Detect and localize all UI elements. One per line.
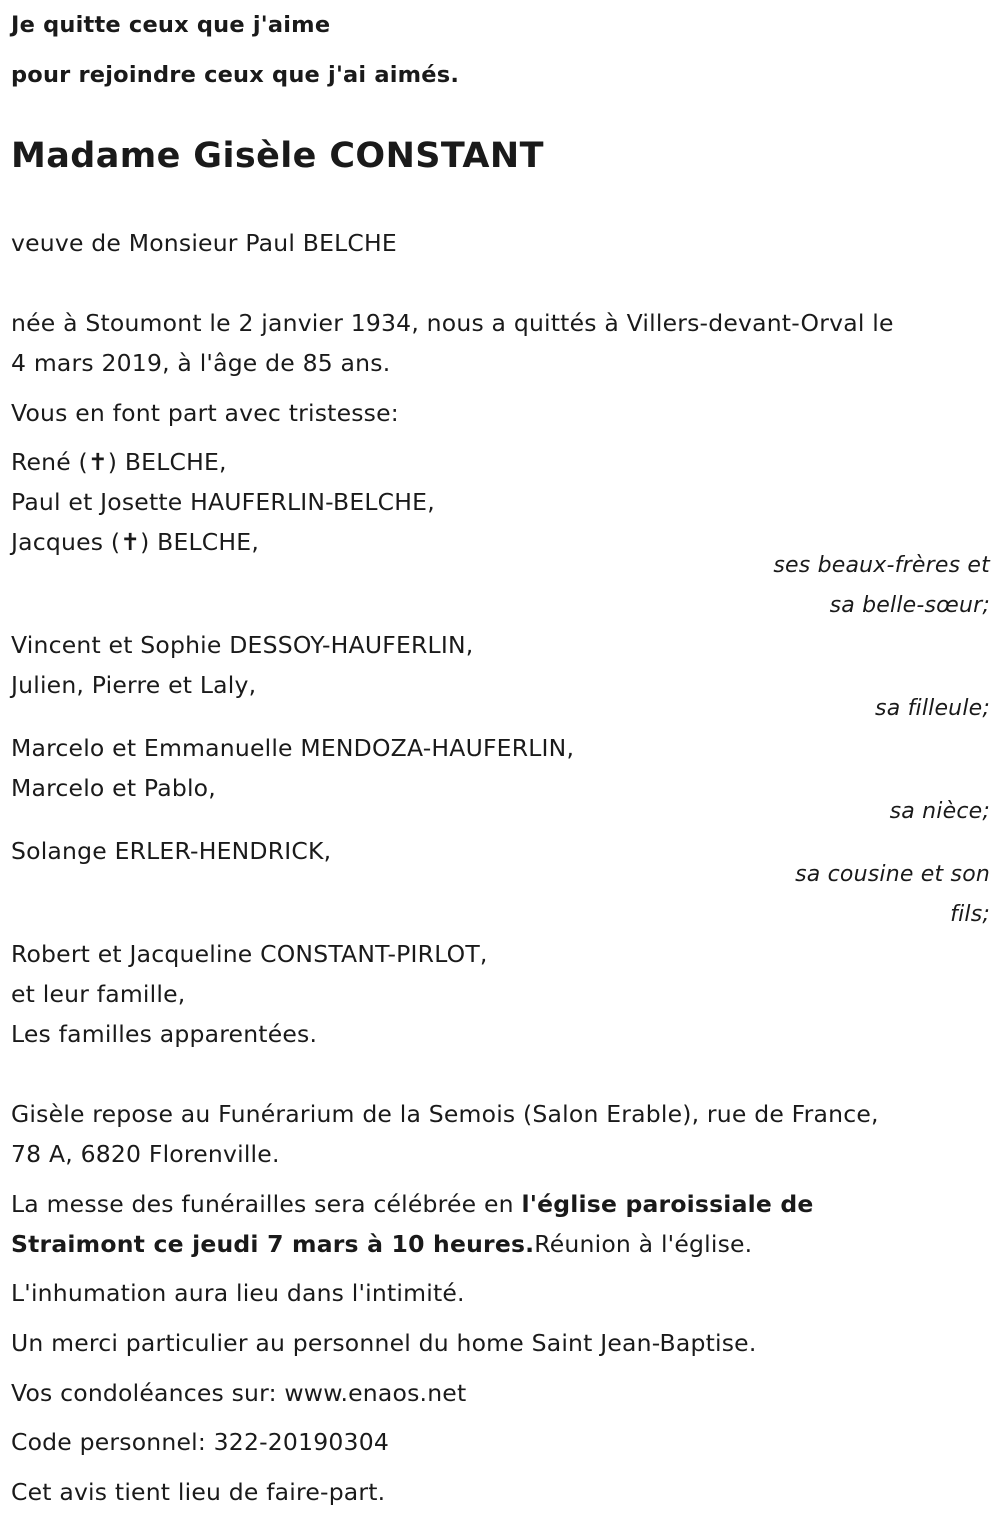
mass-intro: La messe des funérailles sera célébrée en <box>11 1190 522 1218</box>
family-julien: Julien, Pierre et Laly, <box>11 671 257 699</box>
relation-cousin-2: fils; <box>950 902 990 927</box>
family-dessoy: Vincent et Sophie DESSOY-HAUFERLIN, <box>11 631 474 659</box>
born-line-2: 4 mars 2019, à l'âge de 85 ans. <box>11 349 391 377</box>
rest-line-2: 78 A, 6820 Florenville. <box>11 1140 280 1168</box>
relation-cousin-1: sa cousine et son <box>795 862 990 887</box>
condolences: Vos condoléances sur: www.enaos.net <box>11 1379 467 1407</box>
family-related: Les familles apparentées. <box>11 1020 318 1048</box>
relation-niece: sa nièce; <box>889 799 990 824</box>
burial: L'inhumation aura lieu dans l'intimité. <box>11 1279 465 1307</box>
family-constant-pirlot: Robert et Jacqueline CONSTANT-PIRLOT, <box>11 940 488 968</box>
mass-line-2 <box>11 1224 990 1264</box>
epitaph-line-1: Je quitte ceux que j'aime <box>11 12 331 38</box>
announce: Vous en font part avec tristesse: <box>11 399 399 427</box>
family-paul: Paul et Josette HAUFERLIN-BELCHE, <box>11 488 435 516</box>
mass-date: Straimont ce jeudi 7 mars à 10 heures. <box>11 1230 535 1258</box>
born-line-1: née à Stoumont le 2 janvier 1934, nous a quittés à Villers-devant-Orval le <box>11 309 894 337</box>
thanks: Un merci particulier au personnel du home Saint Jean-Baptise. <box>11 1329 757 1357</box>
personal-code: Code personnel: 322-20190304 <box>11 1428 389 1456</box>
notice: Cet avis tient lieu de faire-part. <box>11 1478 386 1506</box>
widow-of: veuve de Monsieur Paul BELCHE <box>11 229 397 257</box>
mass-meeting: Réunion à l'église. <box>534 1230 753 1258</box>
deceased-name: Madame Gisèle CONSTANT <box>11 136 544 176</box>
mass-church: l'église paroissiale de <box>521 1190 814 1218</box>
relation-goddaughter: sa filleule; <box>875 696 990 721</box>
relation-brothers-in-law-1: ses beaux-frères et <box>773 553 990 578</box>
relation-brothers-in-law-2: sa belle-sœur; <box>829 593 990 618</box>
family-erler: Solange ERLER-HENDRICK, <box>11 837 332 865</box>
epitaph-line-2: pour rejoindre ceux que j'ai aimés. <box>11 62 460 88</box>
family-rene: René (✝) BELCHE, <box>11 448 227 476</box>
mass-line-1 <box>11 1184 990 1224</box>
family-marcelo: Marcelo et Pablo, <box>11 774 216 802</box>
family-jacques: Jacques (✝) BELCHE, <box>11 528 259 556</box>
family-their-family: et leur famille, <box>11 980 186 1008</box>
rest-line-1: Gisèle repose au Funérarium de la Semois (Salon Erable), rue de France, <box>11 1100 879 1128</box>
family-mendoza: Marcelo et Emmanuelle MENDOZA-HAUFERLIN, <box>11 734 575 762</box>
